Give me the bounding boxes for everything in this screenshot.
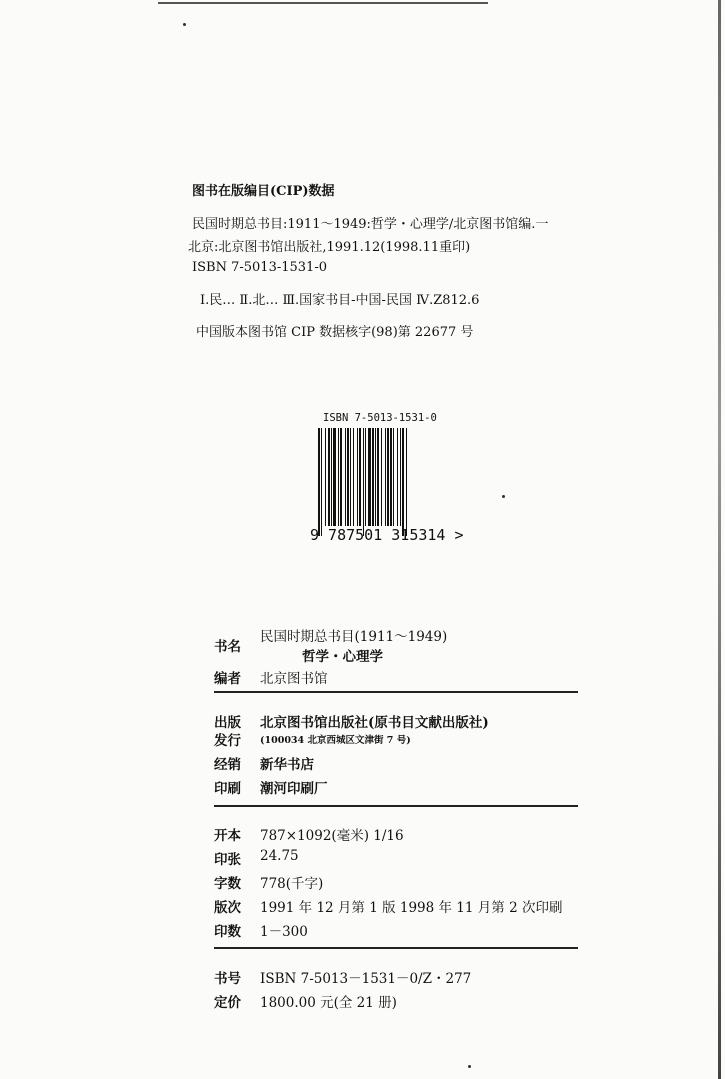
barcode-bar	[318, 428, 320, 536]
words-label: 字数	[214, 876, 241, 892]
sheets-label: 印张	[214, 852, 241, 868]
barcode-bar	[402, 428, 404, 536]
barcode-bar	[377, 428, 379, 526]
sheets-value: 24.75	[260, 848, 299, 864]
cip-line-1: 民国时期总书目:1911～1949:哲学・心理学/北京图书馆编.一	[192, 217, 549, 232]
barcode-bar	[372, 428, 374, 526]
words-value: 778(千字)	[260, 876, 324, 892]
top-scan-edge	[158, 2, 488, 4]
right-scan-edge	[718, 0, 721, 1079]
divider	[214, 947, 578, 949]
barcode-bar	[338, 428, 339, 526]
editor-label: 编者	[214, 671, 241, 687]
divider	[214, 805, 578, 807]
barcode-bar	[328, 428, 330, 526]
speck	[502, 495, 505, 498]
editor-value: 北京图书馆	[260, 671, 328, 687]
book-number-value: ISBN 7-5013－1531－0/Z・277	[260, 971, 472, 987]
barcode-bar	[331, 428, 332, 526]
cip-title: 图书在版编目(CIP)数据	[192, 184, 335, 199]
distribute-label: 发行	[214, 733, 241, 749]
edition-value: 1991 年 12 月第 1 版 1998 年 11 月第 2 次印刷	[260, 900, 563, 916]
barcode-bar	[353, 428, 354, 526]
cip-line-5: 中国版本图书馆 CIP 数据核字(98)第 22677 号	[196, 325, 474, 340]
address-value: (100034 北京西城区文津街 7 号)	[260, 735, 411, 746]
barcode-bar	[406, 428, 407, 536]
publisher-value: 北京图书馆出版社(原书目文献出版社)	[260, 715, 489, 731]
barcode-bar	[397, 428, 398, 526]
divider	[214, 691, 578, 693]
barcode-bar	[340, 428, 342, 526]
edition-label: 版次	[214, 900, 241, 916]
book-number-label: 书号	[214, 971, 241, 987]
speck	[183, 23, 186, 26]
speck	[468, 1065, 471, 1068]
barcode-bar	[363, 428, 364, 536]
barcode-bar	[390, 428, 392, 526]
barcode-bar	[365, 428, 366, 526]
format-value: 787×1092(毫米) 1/16	[260, 828, 404, 844]
barcode-bar	[359, 428, 361, 526]
barcode-bar	[357, 428, 358, 526]
seller-value: 新华书店	[260, 757, 314, 773]
barcode-bars	[318, 428, 470, 538]
barcode-bar	[387, 428, 389, 526]
printer-label: 印刷	[214, 781, 241, 797]
book-label: 书名	[214, 639, 241, 655]
price-label: 定价	[214, 995, 241, 1011]
printer-value: 潮河印刷厂	[260, 781, 328, 797]
barcode-bar	[375, 428, 376, 526]
publish-label: 出版	[214, 715, 241, 731]
format-label: 开本	[214, 828, 241, 844]
barcode-bar	[385, 428, 386, 526]
barcode-bar	[381, 428, 382, 526]
barcode-bar	[347, 428, 349, 526]
barcode-bar	[350, 428, 351, 526]
cip-line-2: 北京:北京图书馆出版社,1991.12(1998.11重印)	[188, 240, 471, 255]
barcode-bar	[333, 428, 336, 526]
price-value: 1800.00 元(全 21 册)	[260, 995, 397, 1011]
barcode-bar	[345, 428, 346, 526]
print-run-value: 1－300	[260, 924, 308, 940]
barcode-digits: 9 787501 315314 >	[310, 526, 464, 544]
cip-line-4: Ⅰ.民… Ⅱ.北… Ⅲ.国家书目-中国-民国 Ⅳ.Z812.6	[200, 293, 480, 308]
book-title-line-1: 民国时期总书目(1911～1949)	[260, 629, 448, 645]
print-run-label: 印数	[214, 924, 241, 940]
seller-label: 经销	[214, 757, 241, 773]
barcode-bar	[368, 428, 371, 526]
barcode-isbn: ISBN 7-5013-1531-0	[323, 412, 437, 424]
book-title-line-2: 哲学・心理学	[302, 649, 383, 665]
barcode-bar	[321, 428, 322, 536]
barcode-bar	[400, 428, 401, 526]
cip-line-3: ISBN 7-5013-1531-0	[192, 260, 327, 275]
barcode-bar	[393, 428, 394, 526]
barcode-bar	[325, 428, 326, 526]
